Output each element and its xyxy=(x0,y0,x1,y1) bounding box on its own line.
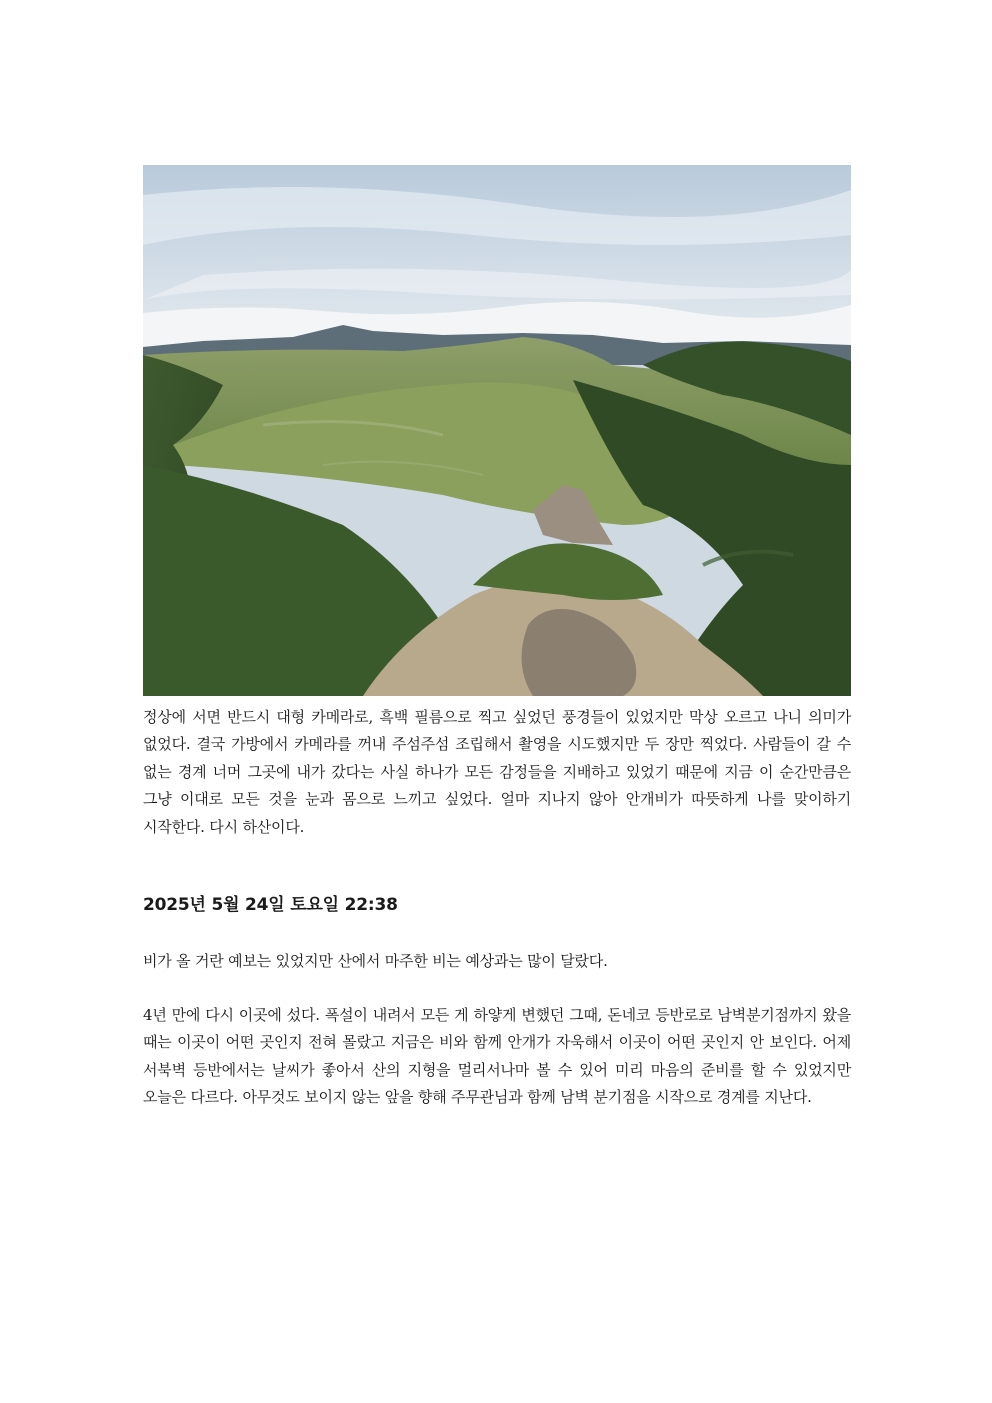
photo-caption: 정상에 서면 반드시 대형 카메라로, 흑백 필름으로 찍고 싶었던 풍경들이 있었지만 막상 오르고 나니 의미가 없었다. 결국 가방에서 카메라를 꺼내 주섬주섬 조립해서 촬영을 시도했지만 두 장만 찍었다. 사람들이 갈 수 없는 경계 너머 그곳에 내가 갔다는 사실 하나가 모든 감정들을 지배하고 있었기 때문에 지금 이 순간만큼은 그냥 이대로 모든 것을 눈과 몸으로 느끼고 싶었다. 얼마 지나지 않아 안개비가 따뜻하게 나를 맞이하기 시작한다. 다시 하산이다. xyxy=(143,708,851,836)
entry-paragraph: 4년 만에 다시 이곳에 섰다. 폭설이 내려서 모든 게 하얗게 변했던 그때, 돈네코 등반로로 남벽분기점까지 왔을 때는 이곳이 어떤 곳인지 전혀 몰랐고 지금은 비와 함께 안개가 자욱해서 이곳이 어떤 곳인지 안 보인다. 어제 서북벽 등반에서는 날씨가 좋아서 산의 지형을 멀리서나마 볼 수 있어 미리 마음의 준비를 할 수 있었지만 오늘은 다르다. 아무것도 보이지 않는 앞을 향해 주무관님과 함께 남벽 분기점을 시작으로 경계를 지난다. xyxy=(143,1006,851,1107)
landscape-photo xyxy=(143,165,851,696)
entry-paragraph: 비가 올 거란 예보는 있었지만 산에서 마주한 비는 예상과는 많이 달랐다. xyxy=(143,952,608,970)
entry-date-heading: 2025년 5월 24일 토요일 22:38 xyxy=(143,895,398,915)
mountain-landscape-image xyxy=(143,165,851,696)
